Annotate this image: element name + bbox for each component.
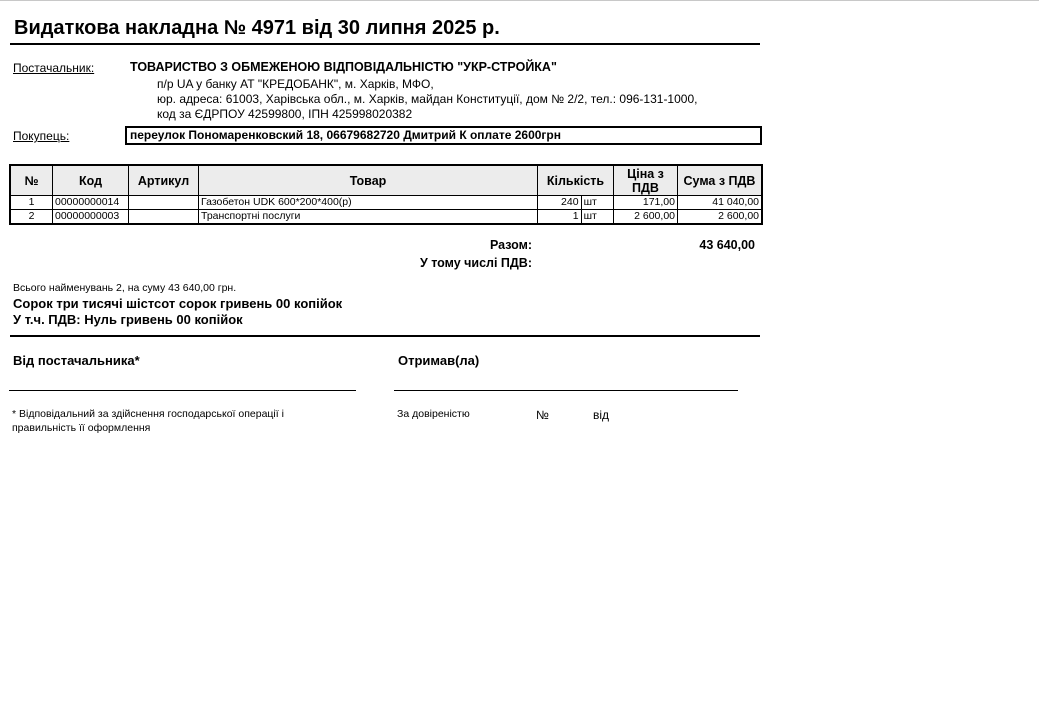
summary-divider	[10, 335, 760, 337]
received-label: Отримав(ла)	[398, 353, 480, 368]
buyer-label: Покупець:	[13, 129, 70, 143]
vat-in-words: У т.ч. ПДВ: Нуль гривень 00 копійок	[13, 312, 243, 327]
row-qty: 1	[538, 210, 582, 225]
from-supplier-label: Від постачальника*	[13, 353, 140, 368]
row-item: Транспортні послуги	[199, 210, 538, 225]
row-qty: 240	[538, 196, 582, 210]
table-header-row	[10, 165, 762, 196]
proxy-date-label: від	[593, 408, 610, 422]
total-value: 43 640,00	[699, 238, 755, 252]
col-qty: Кількість	[538, 165, 614, 196]
row-sum: 2 600,00	[678, 210, 763, 225]
col-item: Товар	[199, 165, 538, 196]
supplier-name: ТОВАРИСТВО З ОБМЕЖЕНОЮ ВІДПОВІДАЛЬНІСТЮ "УКР-СТРОЙКА"	[130, 60, 557, 74]
col-sum: Сума з ПДВ	[678, 165, 763, 196]
row-code: 00000000014	[53, 196, 129, 210]
row-item: Газобетон UDK 600*200*400(р)	[199, 196, 538, 210]
supplier-address: юр. адреса: 61003, Харівська обл., м. Харків, майдан Конституції, дом № 2/2, тел.: 096-131-1000,	[157, 92, 698, 106]
items-table	[9, 164, 763, 225]
proxy-number-label: №	[536, 408, 549, 422]
supplier-codes: код за ЄДРПОУ 42599800, ІПН 425998020382	[157, 107, 413, 121]
row-sum: 41 040,00	[678, 196, 763, 210]
row-price: 171,00	[614, 196, 678, 210]
amount-in-words: Сорок три тисячі шістсот сорок гривень 00 копійок	[13, 296, 343, 311]
row-price: 2 600,00	[614, 210, 678, 225]
col-price: Ціна з ПДВ	[614, 165, 678, 196]
supplier-bank: п/р UA у банку АТ "КРЕДОБАНК", м. Харків, МФО,	[157, 77, 434, 91]
buyer-field: переулок Пономаренковский 18, 06679682720 Дмитрий К оплате 2600грн	[125, 126, 762, 145]
document-title: Видаткова накладна № 4971 від 30 липня 2025 р.	[14, 17, 500, 39]
row-num: 2	[10, 210, 53, 225]
supplier-signature-line	[9, 390, 356, 391]
supplier-label: Постачальник:	[13, 61, 95, 75]
receiver-signature-line	[394, 390, 738, 391]
row-article	[129, 196, 199, 210]
table-row	[10, 196, 762, 210]
top-border	[0, 0, 1039, 1]
title-divider	[10, 43, 760, 45]
row-unit: шт	[581, 210, 613, 225]
col-article: Артикул	[129, 165, 199, 196]
row-num: 1	[10, 196, 53, 210]
col-code: Код	[53, 165, 129, 196]
row-unit: шт	[581, 196, 613, 210]
row-article	[129, 210, 199, 225]
vat-label: У тому числі ПДВ:	[419, 256, 532, 270]
proxy-label: За довіреністю	[397, 408, 470, 420]
footnote-line-1: * Відповідальний за здійснення господарської операції і	[12, 408, 284, 420]
col-num: №	[10, 165, 53, 196]
total-label: Разом:	[489, 238, 532, 252]
row-code: 00000000003	[53, 210, 129, 225]
table-row	[10, 210, 762, 225]
footnote-line-2: правильність її оформлення	[12, 422, 151, 434]
items-count-line: Всього найменувань 2, на суму 43 640,00 грн.	[13, 282, 237, 294]
